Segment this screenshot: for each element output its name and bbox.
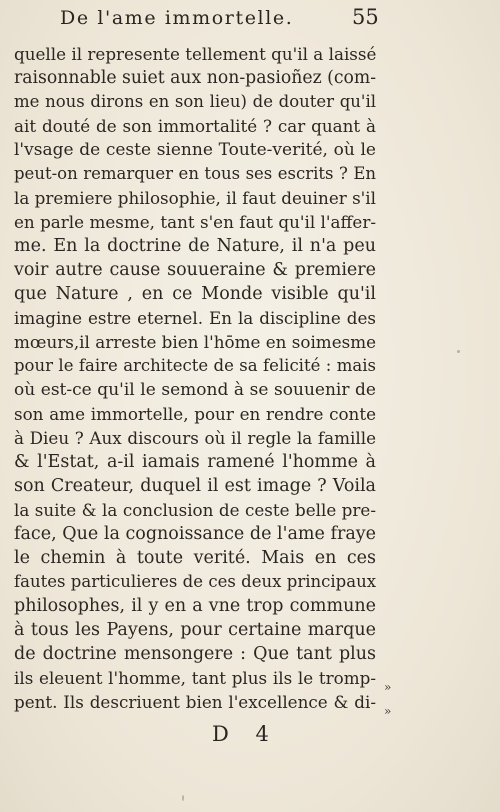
paper-speck: [182, 795, 184, 801]
text-line: mœurs,il arreste bien l'hōme en soimesme: [14, 332, 376, 352]
signature-mark: D 4: [212, 722, 279, 746]
text-line: peut-on remarquer en tous ses escrits ? En: [14, 164, 376, 183]
text-line: me nous dirons en son lieu) de douter qu'il: [14, 92, 376, 111]
text-line: face, Que la cognoissance de l'ame fraye: [14, 524, 376, 544]
running-head: [0, 0, 500, 40]
text-line: à tous les Payens, pour certaine marque: [14, 620, 376, 640]
text-line: de doctrine mensongere : Que tant plus: [14, 644, 376, 664]
text-line: la suite & la conclusion de ceste belle pre-: [14, 500, 376, 520]
text-line: & l'Estat, a-il iamais ramené l'homme à: [14, 452, 376, 472]
page-number: 55: [352, 5, 379, 29]
text-line: son Createur, duquel il est image ? Voila: [14, 476, 376, 496]
text-line: ils eleuent l'homme, tant plus ils le tromp-: [14, 668, 376, 688]
body-text: [14, 42, 376, 714]
text-line: me. En la doctrine de Nature, il n'a peu: [14, 236, 376, 256]
text-line: où est-ce qu'il le semond à se souuenir de: [14, 380, 376, 400]
text-line: la premiere philosophie, il faut deuiner s'il: [14, 188, 376, 208]
text-line: raisonnable suiet aux non-pasioñez (com-: [14, 68, 377, 88]
text-line: quelle il represente tellement qu'il a laissé: [14, 44, 377, 64]
text-line: philosophes, il y en a vne trop commune: [14, 596, 376, 616]
text-line: pent. Ils descriuent bien l'excellence & di-: [14, 692, 376, 712]
text-line: le chemin à toute verité. Mais en ces: [14, 548, 376, 568]
margin-marker: »: [384, 704, 392, 718]
paper-speck: [457, 350, 460, 353]
text-line: à Dieu ? Aux discours où il regle la famille: [14, 428, 376, 448]
text-line: que Nature , en ce Monde visible qu'il: [14, 284, 376, 304]
text-line: en parle mesme, tant s'en faut qu'il l'affer-: [14, 212, 376, 232]
running-title: De l'ame immortelle.: [60, 7, 294, 29]
text-line: imagine estre eternel. En la discipline des: [14, 308, 376, 328]
text-line: fautes particulieres de ces deux principaux: [14, 572, 376, 591]
margin-marker: »: [384, 680, 392, 694]
text-line: ait douté de son immortalité ? car quant à: [14, 116, 376, 136]
text-line: pour le faire architecte de sa felicité : mais: [14, 356, 376, 375]
text-line: son ame immortelle, pour en rendre conte: [14, 404, 376, 424]
text-line: voir autre cause souueraine & premiere: [14, 260, 376, 280]
text-line: l'vsage de ceste sienne Toute-verité, où le: [14, 140, 376, 160]
